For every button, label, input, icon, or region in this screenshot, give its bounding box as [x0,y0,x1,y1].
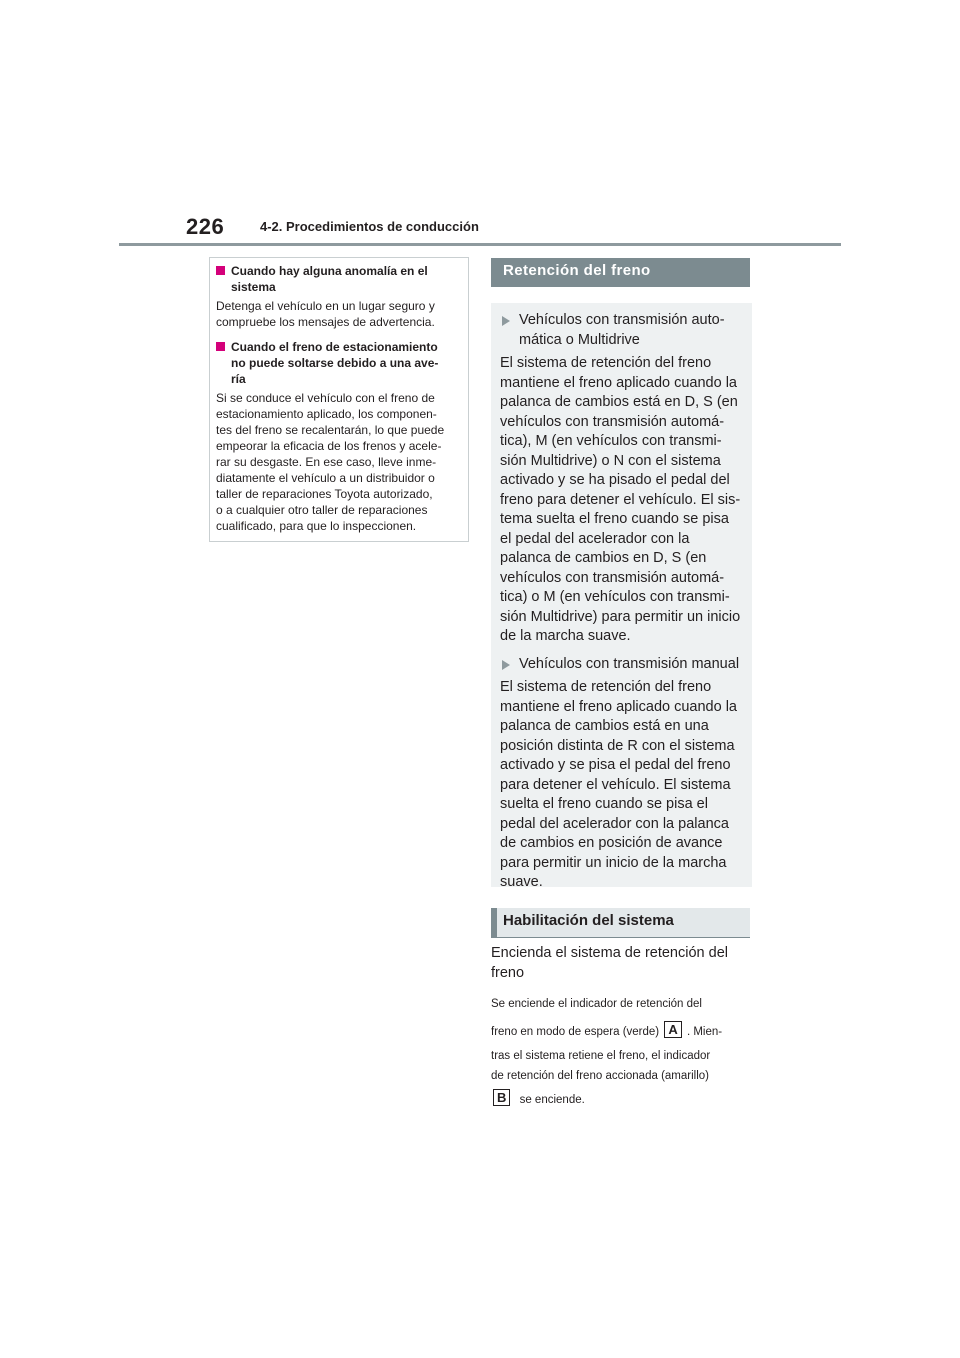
callout-b-label: B [493,1089,510,1106]
header-rule [119,243,841,246]
enable-system-body: Encienda el sistema de retención del freno [491,945,728,981]
brake-hold-heading: Retención del freno [491,258,750,287]
subsection-body: El sistema de retención del freno mantiene el freno aplicado cuando la palanca de cambios está en D, S (en vehículos con transmisión automá- tica), M (en vehículos con transmi- sión Multidrive) o N con el sistema activado y se ha pisado el pedal del freno para detener el vehículo. El sis- tema suelta el freno cuando se pisa el pedal del acelerador con la palanca de cambios en D, S (en vehículos con transmisión automá- tica) o M (en vehículos con transmi- sión Multidrive) para permitir un inicio de la marcha suave. [500,355,741,644]
note-box [209,257,469,542]
note-heading: Cuando el freno de estacionamiento no puede soltarse debido a una ave- ría [216,339,461,387]
subsection-body: El sistema de retención del freno mantiene el freno aplicado cuando la palanca de cambios está en una posición distinta de R con el sistema activado y se pisa el pedal del freno para detener el vehículo. El sistema suelta el freno cuando se pisa el pedal del acelerador con la palanca de cambios en posición de avance para permitir un inicio de la marcha suave. [500,679,737,890]
note-body: Si se conduce el vehículo con el freno de estacionamiento aplicado, los componen- tes del freno se recalentarán, lo que puede empeorar la eficacia de los frenos y acele- rar su desgaste. En ese caso, lleve inme- diatamente el vehículo a un distribuidor o taller de reparaciones Toyota autorizado, o a cualquier otro taller de reparaciones cualificado, para que lo inspeccionen. [216,391,445,533]
triangle-bullet-icon [502,316,510,326]
note-heading: Cuando hay alguna anomalía en el sistema [216,263,461,295]
section-title: 4-2. Procedimientos de conducción [260,219,479,234]
square-bullet-icon [216,342,225,351]
triangle-bullet-icon [502,660,510,670]
page-number: 226 [186,214,225,239]
subsection-heading: Vehículos con transmisión auto- mática o Multidrive [500,311,744,350]
square-bullet-icon [216,266,225,275]
subsection-heading: Vehículos con transmisión manual [500,655,744,675]
callout-a-label: A [664,1021,681,1038]
enable-system-heading: Habilitación del sistema [491,908,750,937]
brake-hold-content [491,303,752,890]
note-body: Detenga el vehículo en un lugar seguro y compruebe los mensajes de advertencia. [216,299,435,329]
enable-system-note: Se enciende el indicador de retención del freno en modo de espera (verde) A . Mien- tras el sistema retiene el freno, el indicador de retención del freno accionada (amarillo) B se enciende. [491,998,723,1106]
